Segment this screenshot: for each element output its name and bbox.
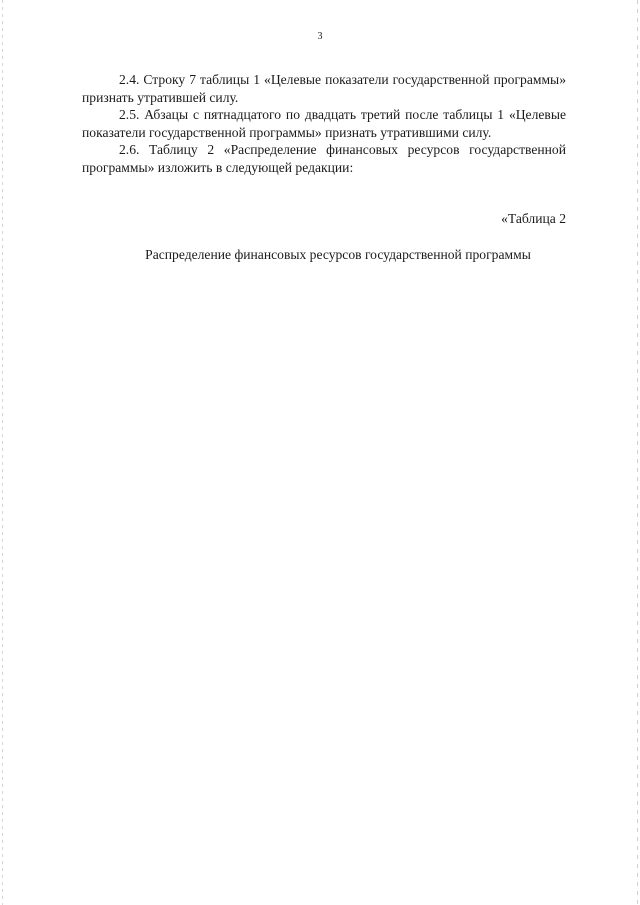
paragraph-2-6: 2.6. Таблицу 2 «Распределение финансовых ресурсов государственной программы» изложить в следующей редакции: xyxy=(82,142,566,175)
scan-edge-left xyxy=(2,0,3,905)
page-number: 3 xyxy=(317,31,323,42)
scan-edge-right xyxy=(637,0,638,905)
body-text xyxy=(82,71,566,177)
paragraph-2-5: 2.5. Абзацы с пятнадцатого по двадцать третий после таблицы 1 «Целевые показатели государственной программы» признать утратившими силу. xyxy=(82,107,566,140)
table-title: Распределение финансовых ресурсов государственной программы xyxy=(145,247,531,262)
paragraph-2-4: 2.4. Строку 7 таблицы 1 «Целевые показатели государственной программы» признать утратившей силу. xyxy=(82,72,566,105)
table-caption: «Таблица 2 xyxy=(501,211,566,226)
